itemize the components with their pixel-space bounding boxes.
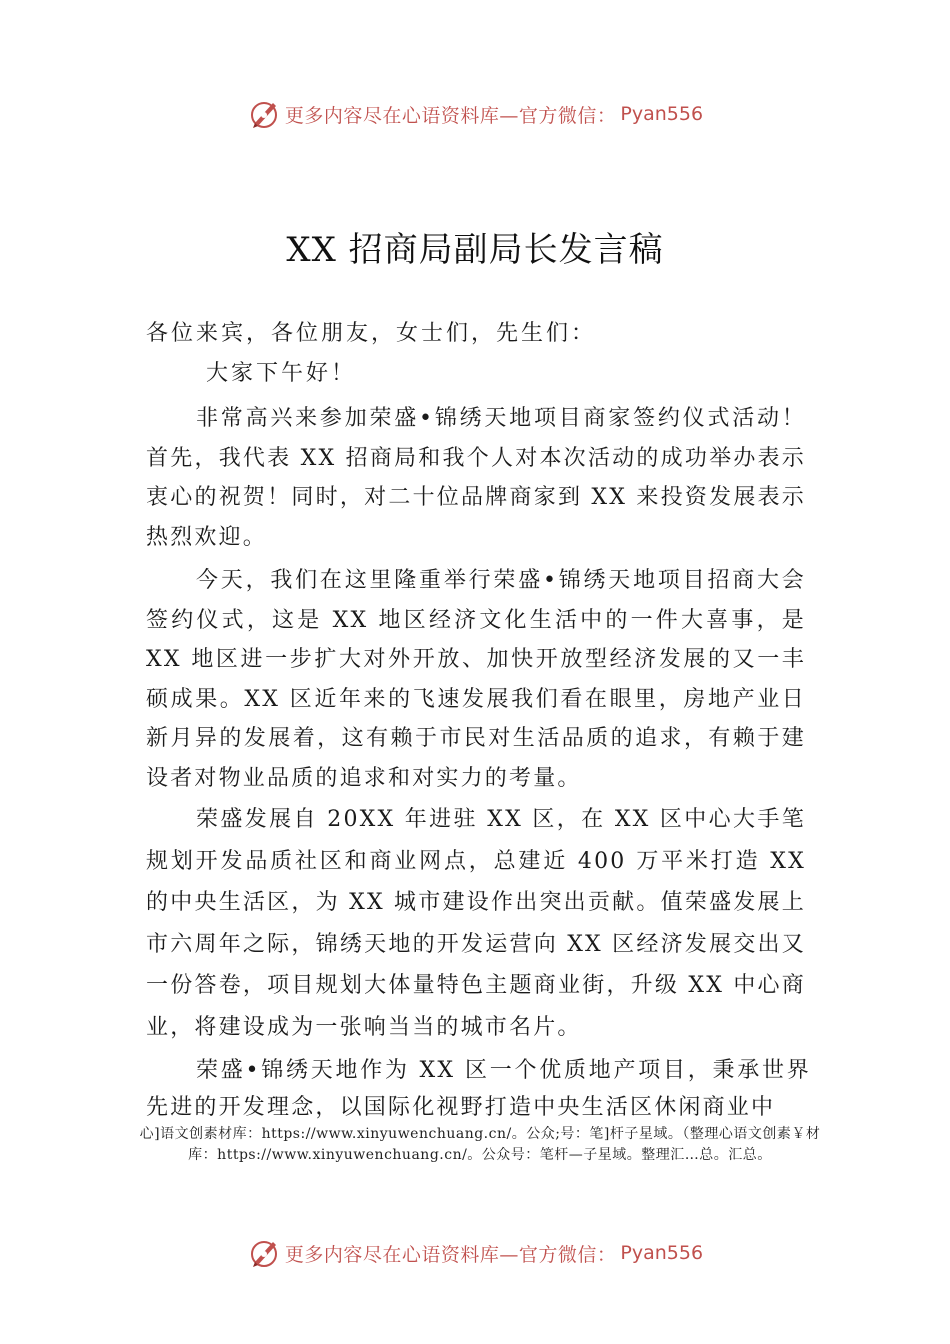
paragraph-4: 荣盛•锦绣天地作为 XX 区一个优质地产项目，秉承世界先进的开发理念，以国际化视野打造中央生活区休闲商业中: [146, 1058, 811, 1120]
quill-pen-logo-icon: [247, 97, 281, 131]
banner-wechat-id: Pyan556: [620, 103, 704, 125]
watermark-footnote: 心]语文创素材库：https://www.xinyuwenchuang.cn/。公众;号：笔]杆子星域。（整理心语文创素￥材库：https://www.xinyuwenchuang.cn/。公众号：笔杆—子星域。整理汇…总。汇总。: [139, 1126, 821, 1163]
paragraph-2: 今天，我们在这里隆重举行荣盛•锦绣天地项目招商大会签约仪式，这是 XX 地区经济文化生活中的一件大喜事，是 XX 地区进一步扩大对外开放、加快开放型经济发展的又一丰硕成果。XX 区近年来的飞速发展我们看在眼里，房地产业日新月异的发展着，这有赖于市民对生活品质的追求，有赖于建设者对物业品质的追求和对实力的考量。: [146, 568, 806, 791]
paragraph-3: 荣盛发展自 20XX 年进驻 XX 区，在 XX 区中心大手笔规划开发品质社区和商业网点，总建近 400 万平米打造 XX 的中央生活区，为 XX 城市建设作出突出贡献。值荣盛发展上市六周年之际，锦绣天地的开发运营向 XX 区经济发展交出又一份答卷，项目规划大体量特色主题商业街，升级 XX 中心商业，将建设成为一张响当当的城市名片。: [146, 807, 806, 1040]
hello-line: 大家下午好！: [206, 361, 357, 386]
banner-wechat-id: Pyan556: [620, 1242, 704, 1264]
quill-pen-logo-icon: [247, 1236, 281, 1270]
header-banner: [0, 94, 950, 134]
banner-brand-text: 更多内容尽在心语资料库—官方微信：: [284, 1243, 617, 1266]
paragraph-1: 非常高兴来参加荣盛•锦绣天地项目商家签约仪式活动！首先，我代表 XX 招商局和我个人对本次活动的成功举办表示衷心的祝贺！同时，对二十位品牌商家到 XX 来投资发展表示热烈欢迎。: [146, 406, 806, 550]
greeting-line: 各位来宾，各位朋友，女士们，先生们：: [146, 321, 597, 346]
document-title: XX 招商局副局长发言稿: [286, 230, 664, 270]
footer-banner: [0, 1233, 950, 1273]
banner-brand-text: 更多内容尽在心语资料库—官方微信：: [284, 104, 617, 127]
